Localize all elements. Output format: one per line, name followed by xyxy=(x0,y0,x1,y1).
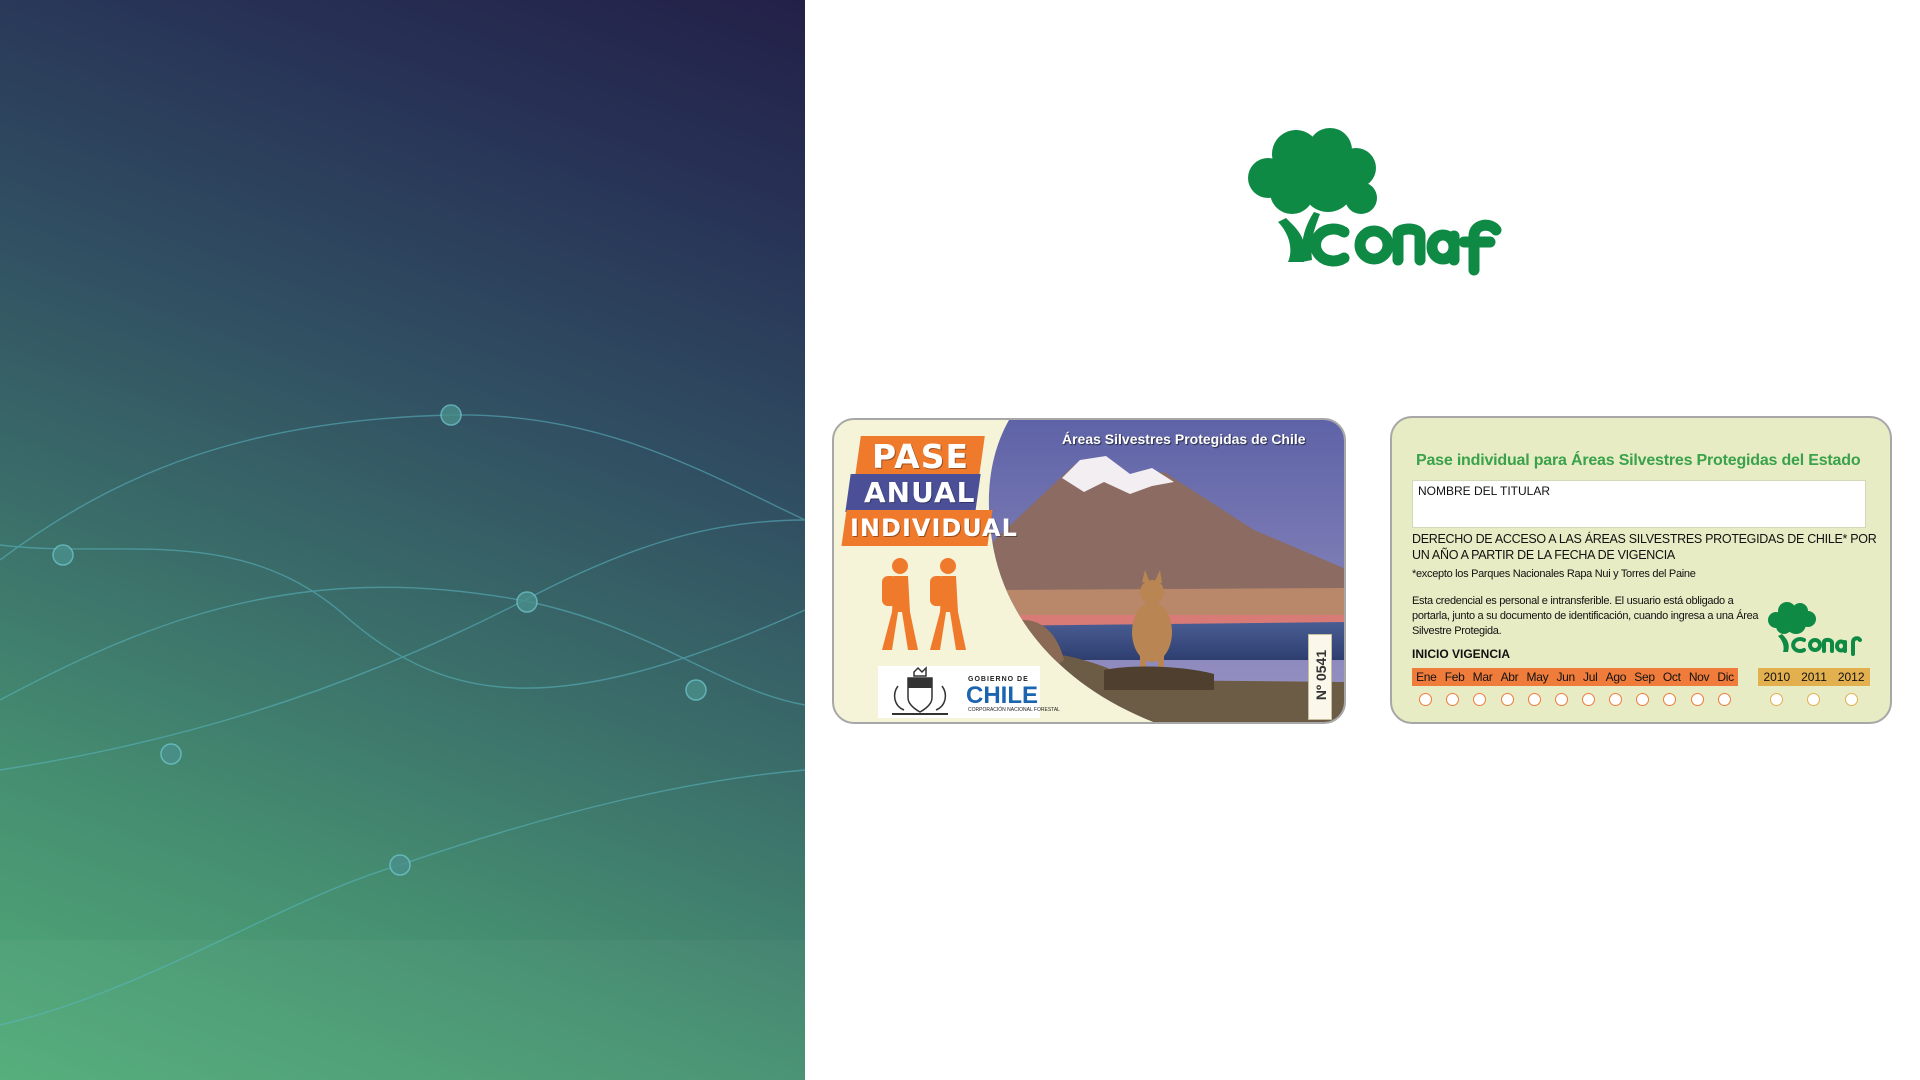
month-punch-circle xyxy=(1636,693,1649,706)
month-label: Ago xyxy=(1605,670,1627,684)
hikers-icon xyxy=(870,556,980,656)
credential-notice: Esta credencial es personal e intransferible. El usuario está obligado a portarla, junto a su documento de identificación, cuando ingresa a una Área Silvestre Protegida. xyxy=(1412,595,1759,637)
years-bar xyxy=(1758,668,1870,686)
validity-start-label: INICIO VIGENCIA xyxy=(1412,647,1511,661)
serial-number-box xyxy=(1308,634,1332,720)
month-punch-circle xyxy=(1691,693,1704,706)
month-label: Sep xyxy=(1634,670,1655,684)
month-label: Jul xyxy=(1583,670,1598,684)
month-label: May xyxy=(1526,670,1549,684)
month-punch-circle xyxy=(1663,693,1676,706)
wave-node xyxy=(686,680,706,700)
month-label: Oct xyxy=(1662,670,1681,684)
year-punch-circle xyxy=(1770,693,1783,706)
card-front-title: Áreas Silvestres Protegidas de Chile xyxy=(1062,431,1306,447)
card-back-title: Pase individual para Áreas Silvestres Protegidas del Estado xyxy=(1416,452,1861,469)
month-label: Nov xyxy=(1688,670,1710,684)
decorative-panel xyxy=(0,0,805,1080)
month-label: Ene xyxy=(1416,670,1437,684)
month-punch-circles xyxy=(1412,690,1738,708)
gobierno-label: GOBIERNO DE xyxy=(968,676,1029,683)
conaf-wordmark xyxy=(1316,225,1496,270)
wave-node xyxy=(517,592,537,612)
holder-name-field xyxy=(1412,480,1866,528)
conaf-small-logo xyxy=(1762,600,1862,656)
exception-note: *excepto los Parques Nacionales Rapa Nui y Torres del Paine xyxy=(1412,568,1696,580)
year-punch-circle xyxy=(1807,693,1820,706)
pase-label: PASE xyxy=(872,437,970,476)
gobierno-chile-block xyxy=(878,666,1060,718)
wave-node xyxy=(441,405,461,425)
pass-card-back xyxy=(1390,416,1892,724)
month-label: Jun xyxy=(1556,670,1575,684)
conaf-logo xyxy=(1228,120,1508,285)
month-punch-circle xyxy=(1446,693,1459,706)
month-punch-circle xyxy=(1555,693,1568,706)
wave-node xyxy=(161,744,181,764)
year-label: 2011 xyxy=(1801,670,1827,684)
month-punch-circle xyxy=(1718,693,1731,706)
month-punch-circle xyxy=(1609,693,1622,706)
conaf-full-name: CORPORACIÓN NACIONAL FORESTAL xyxy=(968,707,1060,713)
month-punch-circle xyxy=(1501,693,1514,706)
access-rights-text: DERECHO DE ACCESO A LAS ÁREAS SILVESTRES PROTEGIDAS DE CHILE* POR UN AÑO A PARTIR DE LA FECHA DE VIGENCIA xyxy=(1412,532,1877,562)
month-label: Abr xyxy=(1500,670,1519,684)
anual-label: ANUAL xyxy=(864,476,976,509)
chile-label: CHILE xyxy=(966,682,1038,709)
pass-card-front xyxy=(832,418,1346,724)
year-punch-circles xyxy=(1758,690,1870,708)
decorative-waves xyxy=(0,0,805,1080)
month-punch-circle xyxy=(1419,693,1432,706)
individual-label: INDIVIDUAL xyxy=(850,514,1018,542)
year-label: 2010 xyxy=(1763,670,1791,684)
month-label: Dic xyxy=(1717,670,1734,684)
month-label: Mar xyxy=(1472,670,1493,684)
chile-coat-of-arms-icon xyxy=(878,666,962,718)
month-punch-circle xyxy=(1582,693,1595,706)
month-punch-circle xyxy=(1528,693,1541,706)
holder-name-label: NOMBRE DEL TITULAR xyxy=(1418,484,1551,498)
month-label: Feb xyxy=(1444,670,1465,684)
wave-node xyxy=(53,545,73,565)
wave-node xyxy=(390,855,410,875)
months-bar xyxy=(1412,668,1738,686)
year-punch-circle xyxy=(1845,693,1858,706)
serial-number: Nº 0541 xyxy=(1313,649,1329,701)
month-punch-circle xyxy=(1473,693,1486,706)
year-label: 2012 xyxy=(1837,670,1865,684)
